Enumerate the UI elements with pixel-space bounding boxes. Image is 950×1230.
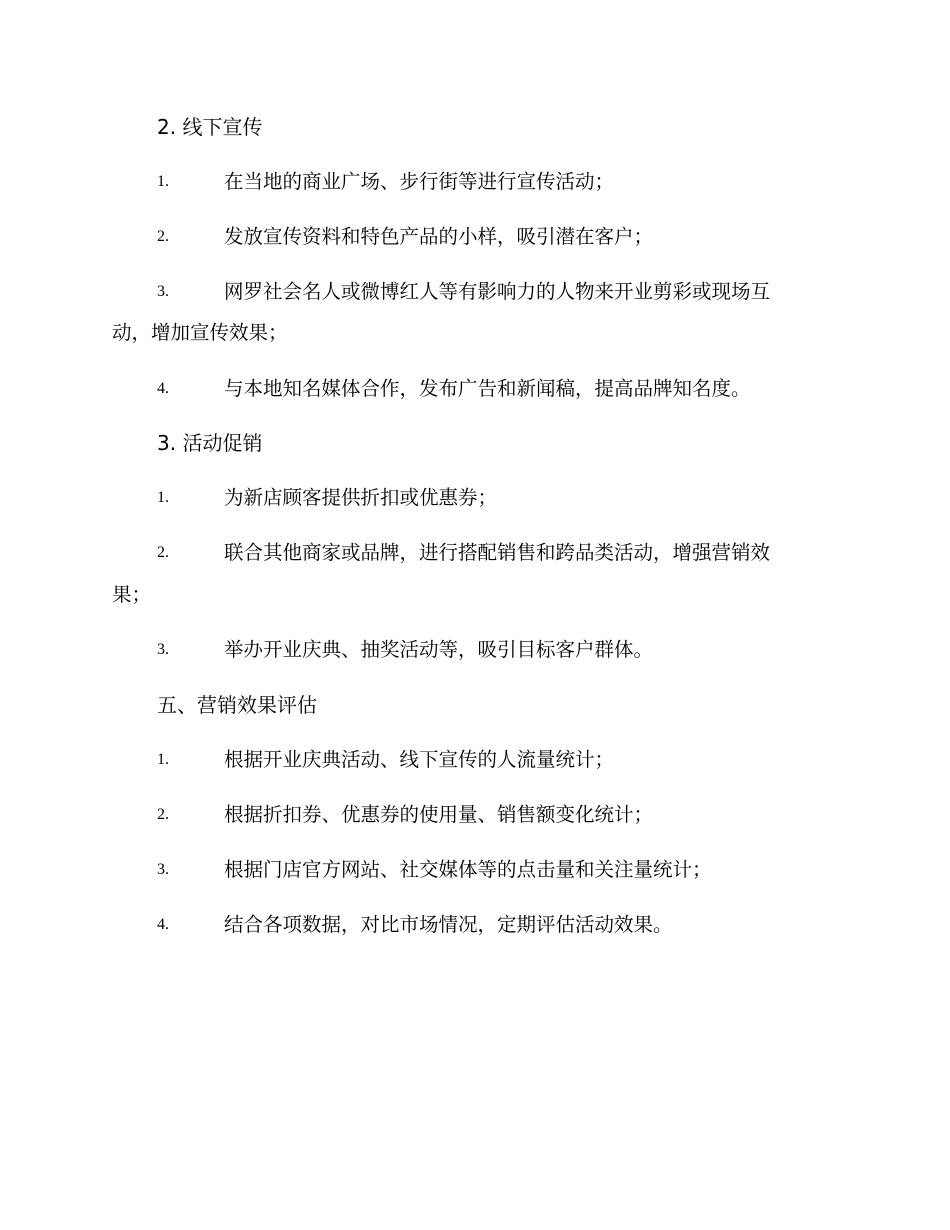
list-item-number: 4. [157, 916, 169, 933]
list-item-text: 联合其他商家或品牌，进行搭配销售和跨品类活动，增强营销效 [224, 541, 771, 564]
list-item-text: 在当地的商业广场、步行街等进行宣传活动； [224, 170, 615, 193]
list-item-number: 2. [157, 228, 169, 245]
list-item-text-continued: 动，增加宣传效果； [112, 321, 288, 344]
list-item-number: 1. [157, 489, 169, 506]
list-item-text: 举办开业庆典、抽奖活动等，吸引目标客户群体。 [224, 638, 654, 661]
list-item-number: 2. [157, 806, 169, 823]
list-item-number: 3. [157, 861, 169, 878]
list-item-text: 为新店顾客提供折扣或优惠券； [224, 486, 498, 509]
list-item-number: 4. [157, 380, 169, 397]
list-item-number: 2. [157, 544, 169, 561]
list-item-text: 网罗社会名人或微博红人等有影响力的人物来开业剪彩或现场互 [224, 280, 771, 303]
list-item-text: 根据门店官方网站、社交媒体等的点击量和关注量统计； [224, 858, 712, 881]
list-item-text: 根据折扣券、优惠券的使用量、销售额变化统计； [224, 803, 654, 826]
list-item-text: 根据开业庆典活动、线下宣传的人流量统计； [224, 748, 615, 771]
list-item-text: 结合各项数据，对比市场情况，定期评估活动效果。 [224, 913, 673, 936]
list-item-text: 与本地知名媒体合作，发布广告和新闻稿，提高品牌知名度。 [224, 377, 751, 400]
list-item-text-continued: 果； [112, 583, 152, 606]
section-heading-offline-promotion: 2. 线下宣传 [157, 115, 263, 139]
list-item-number: 3. [157, 641, 169, 658]
section-heading-marketing-evaluation: 五、营销效果评估 [157, 693, 317, 717]
list-item-number: 1. [157, 751, 169, 768]
list-item-text: 发放宣传资料和特色产品的小样，吸引潜在客户； [224, 225, 654, 248]
section-heading-promotion-activities: 3. 活动促销 [157, 431, 263, 455]
list-item-number: 3. [157, 283, 169, 300]
list-item-number: 1. [157, 173, 169, 190]
